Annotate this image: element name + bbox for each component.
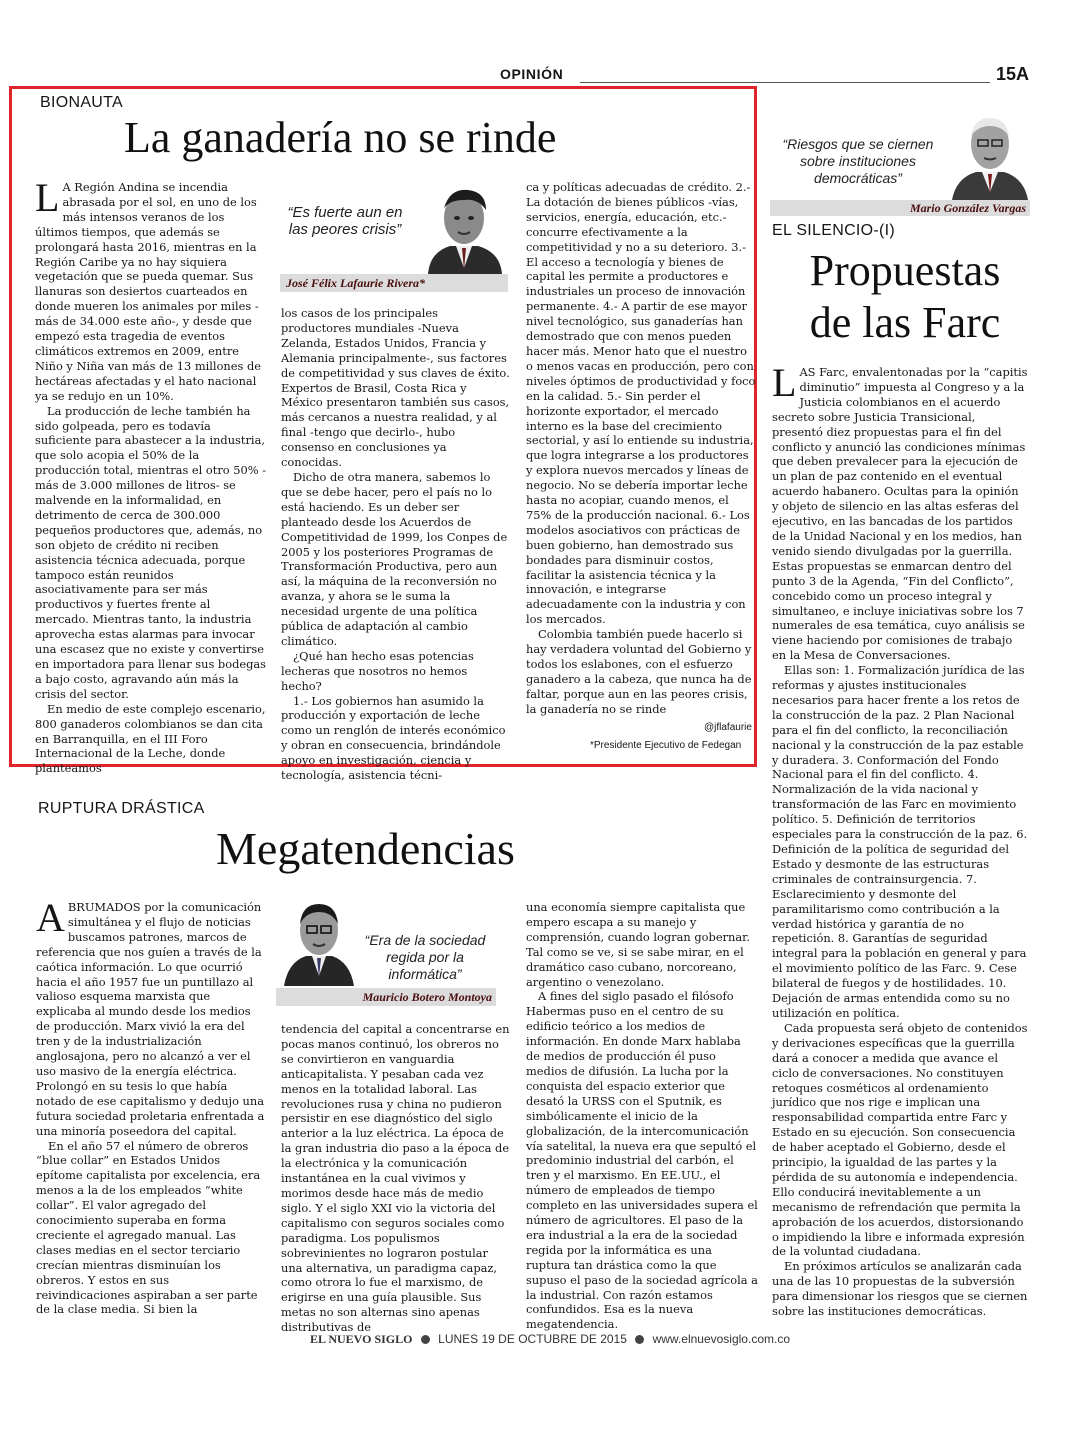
author-photo [284,896,354,986]
article2-body [772,360,1028,1319]
article1-pullquote [280,182,508,292]
paragraph: Colombia también puede hacerlo si hay verdadera voluntad del Gobierno y todos los eslabones, con el esfuerzo ganadero a la cabeza, que nunca ha de faltar, porque aun en las peores crisis, la ganadería no se rinde [526,627,752,716]
paragraph: ABRUMADOS por la comunicación simultánea y el flujo de noticias buscamos patrones, marcos de referencia que nos guíen a través de la caótica información. Lo que ocurrió hacia el año 1957 fue un puntillazo al valioso esquema marxista que explicaba al mundo desde los medios de producción. Marx vivió la era del tren y de la industrialización anglosajona, pero no alcanzó a ver el uso masivo de la energía eléctrica. Prolongó en su tesis lo que había notado de ese capitalismo y dedujo una futura sociedad proletaria enfrentada a una minoría poseedora del capital. [36,895,265,1138]
page-number: 15A [996,64,1030,84]
quote-text: “Era de la sociedad regida por la informática” [364,932,486,982]
paragraph: L A Región Andina se incendia abrasada por el sol, en uno de los más intensos veranos de los últimos tiempos, que además se prolongará hasta 2016, mientras en la Región Caribe ya no hay siquiera vegetación que se pueda quemar. Sus llanuras son desiertos cuarteados en donde mueren los animales por miles -más de 34.000 este año-, y desde que empezó esta tragedia de eventos climáticos extremos en 2009, entre Niño y Niña van más de 13 millones de hectáreas afectadas y el hato nacional ya se redujo en un 10%. [35,175,262,403]
author-byline: Mauricio Botero Montoya [276,988,496,1006]
portrait-illustration [948,110,1032,200]
issue-date: LUNES 19 DE OCTUBRE DE 2015 [438,1332,627,1346]
paragraph: La producción de leche también ha sido golpeada, pero es todavía suficiente para abastecer a la industria, que solo acopia el 50% de la producción total, mientras el otro 50% -más de 3.000 millones de litros- se malvende en la informalidad, en detrimento de cerca de 300.000 pequeños productores que, además, no son objeto de crédito ni reciben asistencia técnica adecuada, porque tampoco están reunidos asociativamente para ser más productivos y fuertes frente al mercado. Mientras tanto, la industria aprovecha estas alarmas para invocar una escasez que no existe y convertirse en importadora para llenar sus bodegas a bajo costo, agravando aún más la crisis del sector. [35,403,267,701]
drop-cap: L [772,360,797,405]
newspaper-name: EL NUEVO SIGLO [310,1332,413,1346]
page-footer [310,1332,790,1347]
paragraph: En próximos artículos se analizarán cada una de las 10 propuestas de la subversión para dimensionar los riesgos que se ciernen sobre las instituciones democráticas. [772,1259,1028,1319]
author-photo [420,182,508,274]
article1-col3 [526,180,756,717]
drop-cap: L [35,175,60,220]
paragraph: Ellas son: 1. Formalización jurídica de las reformas y ajustes institucionales necesarios para hacer frente a los retos de la construcción de la paz. 2 Plan Nacional para el fin del conflicto, la reconciliación nacional y la construcción de la paz estable y duradera. 3. Conformación del Fondo Nacional para el fin del conflicto. 4. Normalización de la vida nacional y transformación de las Farc en movimiento político. 5. Definición de territorios especiales para la construcción de la paz. 6. Definición de la política de seguridad del Estado y desmonte de las estructuras criminales de contrainsurgencia. 7. Esclarecimiento y desmonte del paramilitarismo como contribución a la verdad histórica y garantía de no repetición. 8. Garantías de seguridad integral para la población en general y para el movimiento político de las Farc. 9. Cese bilateral de fuegos y de hostilidades. 10. Dejación de armas entendida como su no utilización en política. [772,663,1028,1020]
paragraph: A fines del siglo pasado el filósofo Habermas puso en el centro de su edificio teórico a los medios de información. En donde Marx hablaba de medios de producción él puso medios de difusión. La lucha por la conquista del espacio exterior que desató la URSS con el Sputnik, es simbólicamente el inicio de la globalización, de la intercomunicación vía satelital, la nueva era que sepultó el predominio industrial del carbón, el tren y el marxismo. En EE.UU., el número de empleados de tiempo completo en las universidades supera el número de agricultores. El paso de la era industrial a la era de la sociedad regida por la informática es una ruptura tan drástica como la que supuso el paso de la sociedad agrícola a la industrial. Con razón estamos confundidos. Esa es la nueva megatendencia. [526,989,758,1332]
paragraph: Dicho de otra manera, sabemos lo que se debe hacer, pero el país no lo está haciendo. Es un deber ser planteado desde los Acuerdos de Competitividad de 1999, los Conpes de 2005 y los posteriores Programas de Transformación Productiva, pero aun así, la máquina de la reconversión no avanza, y ahora se le suma la necesidad urgente de una política pública de adaptación al cambio climático. [281,469,508,648]
paragraph: una economía siempre capitalista que empero escapa a su manejo y comprensión, cuando logran gobernar. Tal como se ve, si se sabe mirar, en el dramático caso cubano, norcoreano, argentino o venezolano. [526,900,750,989]
article3-headline: Megatendencias [216,823,515,874]
paragraph: Cada propuesta será objeto de contenidos y derivaciones específicas que la guerrilla dará a conocer a medida que avance el ciclo de conversaciones. No constituyen retoques cosméticos al ordenamiento jurídico que nos rige e implican una responsabilidad compartida entre Farc y Estado en su ejecución. Son consecuencia de haber aceptado el Gobierno, desde el principio, la igualdad de las partes y la pérdida de su autonomía e independencia. Ello conducirá inevitablemente a un mecanismo de refrendación que permita la aprobación de los acuerdos, distorsionando o impidiendo la libre e informada expresión de la voluntad ciudadana. [772,1020,1028,1259]
author-photo [948,110,1032,200]
article3-pullquote [276,896,498,1008]
portrait-illustration [420,182,508,274]
paragraph: En medio de este complejo escenario, 800 ganaderos colombianos se dan cita en Barranquilla, en el III Foro Internacional de la Leche, donde planteamos [35,701,266,776]
paragraph: 1.- Los gobiernos han asumido la producción y exportación de leche como un renglón de interés económico y obran en consecuencia, brindándole apoyo en investigación, ciencia y tecnología, asistencia técni- [281,693,506,783]
article3-col2 [281,1022,511,1335]
article1-col2 [281,306,511,783]
article2-pullquote [770,110,1032,216]
section-name: OPINIÓN [500,66,564,82]
paragraph: ca y políticas adecuadas de crédito. 2.- La dotación de bienes públicos -vías, servicios, energía, educación, etc.- concurre efectivamente a la competitividad y no a su deterioro. 3.- El acceso a tecnología y bienes de capital les permite a productores e industriales un proceso de innovación permanente. 4.- A partir de ese mayor nivel tecnológico, sus ganaderías han demostrado que con menos pueden hacer más. Menor hato que el nuestro o menos vacas en producción, pero con niveles óptimos de productividad y foco en la calidad. 5.- Sin perder el horizonte exportador, el mercado interno es la base del crecimiento sectorial, y así lo entiende su industria, que logra integrarse a los productores y explora nuevos mercados y líneas de negocio. No se debería importar leche hasta no acopiar, cuando menos, el 75% de la producción nacional. 6.- Los modelos asociativos con prácticas de buen gobierno, han demostrado sus bondades para disminuir costos, facilitar la asistencia técnica y la innovación, e integrarse adecuadamente con la industria y con los mercados. [526,180,756,627]
drop-cap: A [36,895,65,940]
headline-line: de las Farc [809,298,1001,347]
paragraph: los casos de los principales productores mundiales -Nueva Zelanda, Estados Unidos, Francia y Alemania principalmente-, sus factores de competitividad y sus claves de éxito. Expertos de Brasil, Costa Rica y México presentaron también sus casos, más cercanos a nuestra realidad, y al final -tengo que decirlo-, hubo consenso en conclusiones ya conocidas. [281,306,510,470]
article1-col1 [35,175,267,776]
article3-col1 [36,895,266,1317]
paragraph: tendencia del capital a concentrarse en pocas manos continuó, los obreros no se convirtieron en vanguardia anticapitalista. Y pesaban cada vez menos en la totalidad laboral. Las revoluciones rusa y china no pudieron persistir en ese diagnóstico del siglo anterior a la luz eléctrica. La época de la gran industria dio paso a la época de la electrónica y la comunicación instantánea en la cual vivimos y morimos desde hace más de medio siglo. Y el siglo XXI vio la victoria del capitalismo con seguros sociales como paradigma. Los populismos sobrevinientes no lograron postular una alternativa, un paradigma capaz, como otrora lo fue el marxismo, de erigirse en una guía plausible. Sus metas no son alternas sino apenas distributivas de [281,1022,510,1335]
portrait-illustration [284,896,354,986]
paragraph: LAS Farc, envalentonadas por la “capitis diminutio” impuesta al Congreso y a la Justicia colombianos en el acuerdo secreto sobre Justicia Transicional, presentó diez propuestas para el fin del conflicto y anunció las condiciones mínimas que deben prevalecer para la ejecución de un plan de paz contenido en el eventual acuerdo habanero. Ocultas para la opinión y objeto de silencio en las altas esferas del ejecutivo, en las bancadas de los partidos de la Unidad Nacional y en los medios, han venido siendo divulgadas por la guerrilla. Estas propuestas se enmarcan dentro del punto 3 de la Agenda, “Fin del Conflicto”, concebido como un proceso integral y simultaneo, e incluye iniciativas sobre los 7 numerales de esa temática, cuyo análisis se viene haciendo por comisiones de trabajo en la Mesa de Conversaciones. [772,360,1028,663]
paragraph: En el año 57 el número de obreros “blue collar” en Estados Unidos epítome capitalista por excelencia, era menos a la de los empleados “white collar”. El valor agregado del conocimiento superaba en forma creciente el agregado manual. Las clases medias en el sector terciario crecían mientras disminuían los obreros. Y estos en sus reivindicaciones aspiraban a ser parte de la clase media. Si bien la [36,1138,261,1317]
header-rule [580,82,990,83]
article2-kicker: EL SILENCIO-(I) [772,222,896,239]
quote-text: “Riesgos que se ciernen sobre instituciones democráticas” [782,136,934,186]
headline-line: Propuestas [809,246,1001,295]
author-handle: @jflafaurie [704,722,752,733]
quote-text: “Es fuerte aun en las peores crisis” [287,204,403,238]
author-byline: Mario González Vargas [770,200,1030,216]
article3-kicker: RUPTURA DRÁSTICA [38,800,205,817]
author-footnote: *Presidente Ejecutivo de Fedegan [590,740,742,751]
article1-headline: La ganadería no se rinde [124,113,557,162]
bullet-icon [421,1335,430,1344]
bullet-icon [635,1335,644,1344]
article2-headline [780,245,1030,349]
author-byline: José Félix Lafaurie Rivera* [280,274,508,292]
article1-kicker: BIONAUTA [40,94,124,111]
website-link[interactable]: www.elnuevosiglo.com.co [652,1332,790,1346]
article3-col3 [526,900,758,1332]
paragraph: ¿Qué han hecho esas potencias lecheras que nosotros no hemos hecho? [281,648,474,693]
